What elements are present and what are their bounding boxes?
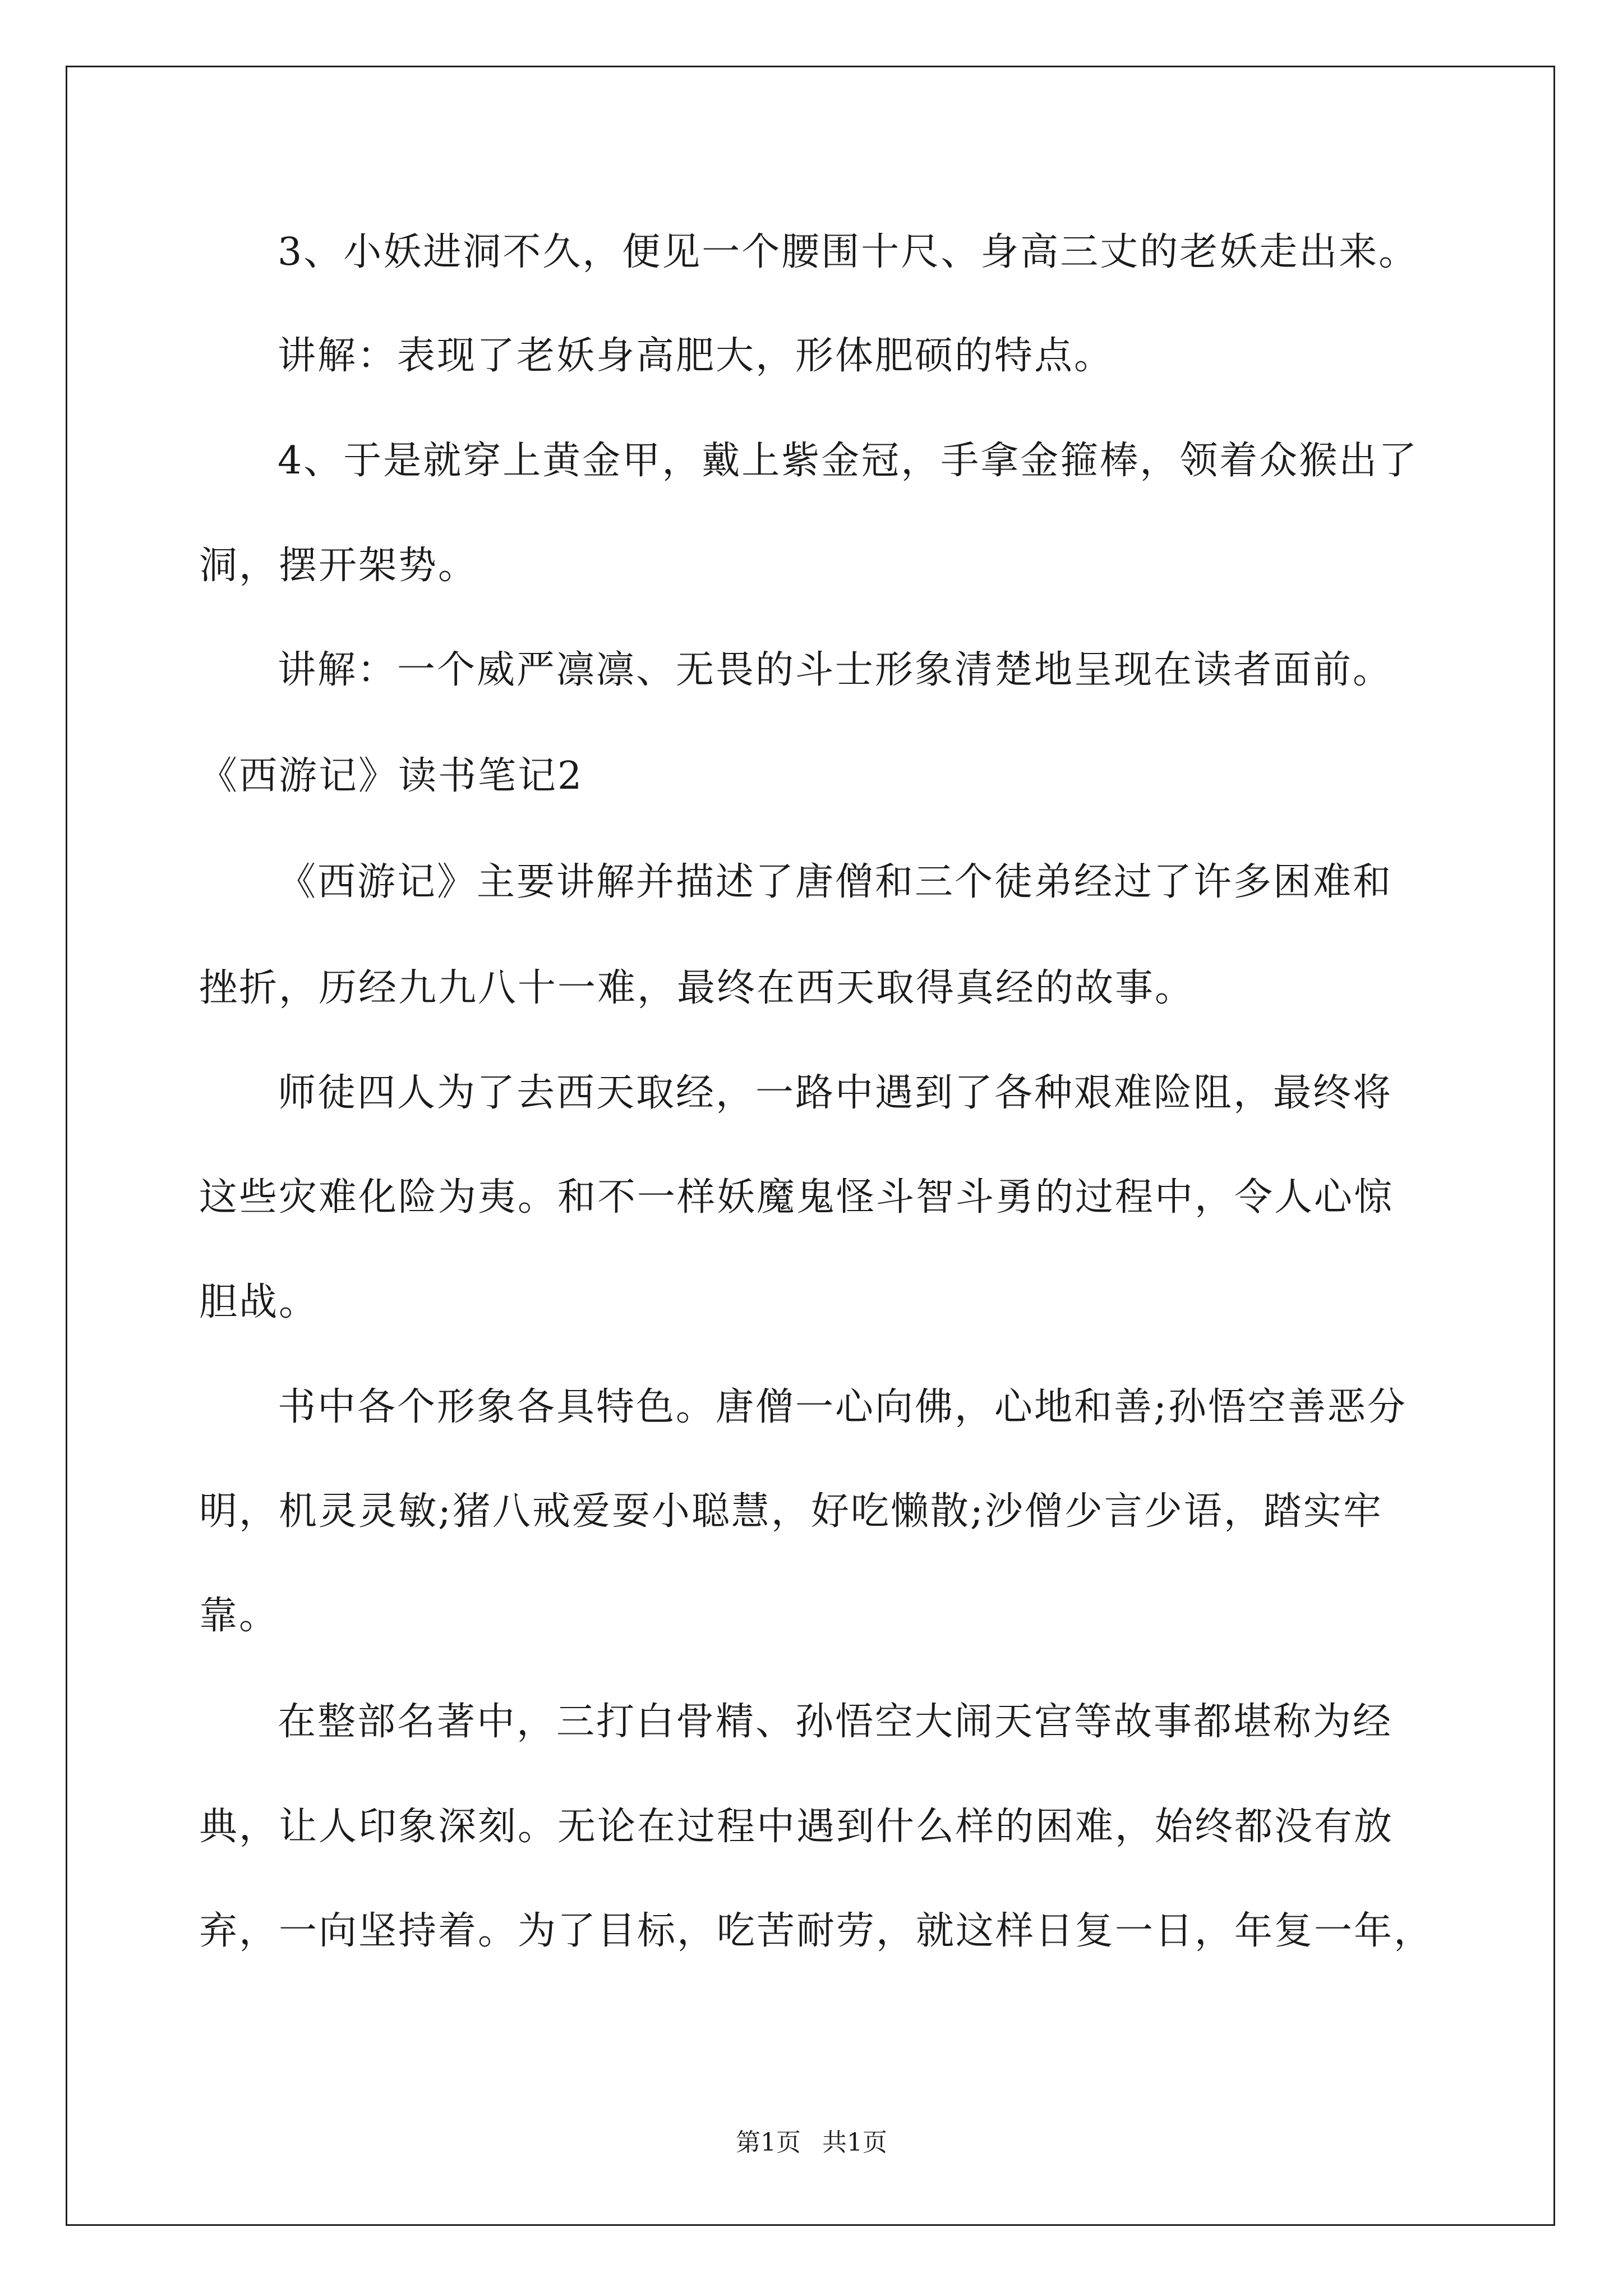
text-line: 3、小妖进洞不久，便见一个腰围十尺、身高三丈的老妖走出来。	[278, 230, 1419, 274]
page-border	[66, 66, 1555, 2226]
page-number-total: 共1页	[822, 2128, 887, 2157]
text-line: 挫折，历经九九八十一难，最终在西天取得真经的故事。	[199, 966, 1195, 1010]
page-number-current: 第1页	[736, 2128, 801, 2157]
page-footer	[0, 2127, 1623, 2159]
text-line: 师徒四人为了去西天取经，一路中遇到了各种艰难险阻，最终将	[278, 1071, 1393, 1115]
text-line: 典，让人印象深刻。无论在过程中遇到什么样的困难，始终都没有放	[199, 1805, 1394, 1849]
text-line: 在整部名著中，三打白骨精、孙悟空大闹天宫等故事都堪称为经	[278, 1700, 1393, 1744]
text-line: 4、于是就穿上黄金甲，戴上紫金冠，手拿金箍棒，领着众猴出了	[278, 439, 1419, 483]
text-line: 讲解：表现了老妖身高肥大，形体肥硕的特点。	[278, 334, 1114, 378]
text-line: 靠。	[199, 1594, 279, 1638]
text-line: 弃，一向坚持着。为了目标，吃苦耐劳，就这样日复一日，年复一年，	[199, 1909, 1434, 1953]
text-line: 书中各个形象各具特色。唐僧一心向佛，心地和善;孙悟空善恶分	[278, 1385, 1407, 1429]
text-line: 这些灾难化险为夷。和不一样妖魔鬼怪斗智斗勇的过程中，令人心惊	[199, 1175, 1394, 1220]
section-heading: 《西游记》读书笔记2	[199, 754, 584, 798]
text-line: 洞，摆开架势。	[199, 544, 478, 588]
text-line: 讲解：一个威严凛凛、无畏的斗士形象清楚地呈现在读者面前。	[278, 648, 1393, 692]
text-line: 明，机灵灵敏;猪八戒爱耍小聪慧，好吃懒散;沙僧少言少语，踏实牢	[199, 1489, 1383, 1534]
text-line: 胆战。	[199, 1280, 319, 1324]
text-line: 《西游记》主要讲解并描述了唐僧和三个徒弟经过了许多困难和	[278, 860, 1393, 904]
